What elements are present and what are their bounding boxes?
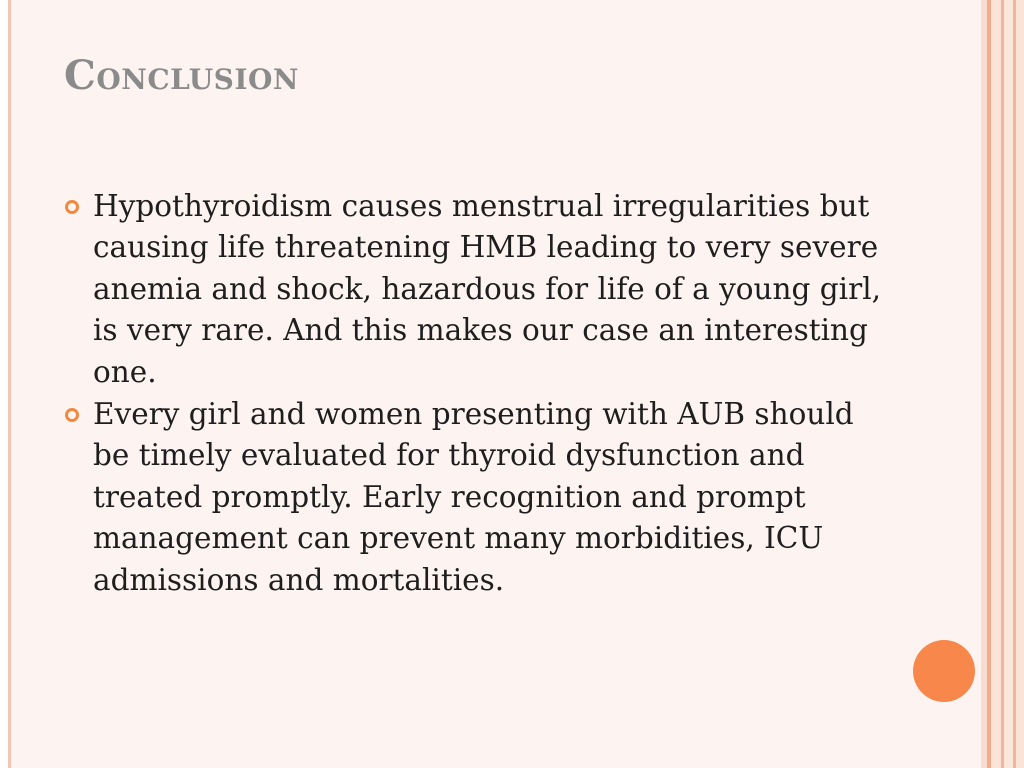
right-stripe	[1016, 0, 1024, 768]
ring-bullet-icon	[65, 200, 79, 214]
left-border-line	[8, 0, 11, 768]
bullet-list	[60, 186, 890, 602]
bullet-item	[60, 394, 890, 601]
bullet-text: Hypothyroidism causes menstrual irregularities but causing life threatening HMB leading to very severe anemia and shock, hazardous for life of a young girl, is very rare. And this makes our case an interesting one.	[93, 189, 882, 389]
slide-title: Conclusion	[64, 52, 299, 99]
right-stripe	[1004, 0, 1013, 768]
orange-circle-icon	[913, 640, 975, 702]
bullet-item	[60, 186, 890, 393]
ring-bullet-icon	[65, 408, 79, 422]
bullet-text: Every girl and women presenting with AUB should be timely evaluated for thyroid dysfunction and treated promptly. Early recognition and prompt management can prevent many morbidities, ICU admissions and mortalities.	[93, 397, 854, 597]
right-stripe	[991, 0, 1001, 768]
